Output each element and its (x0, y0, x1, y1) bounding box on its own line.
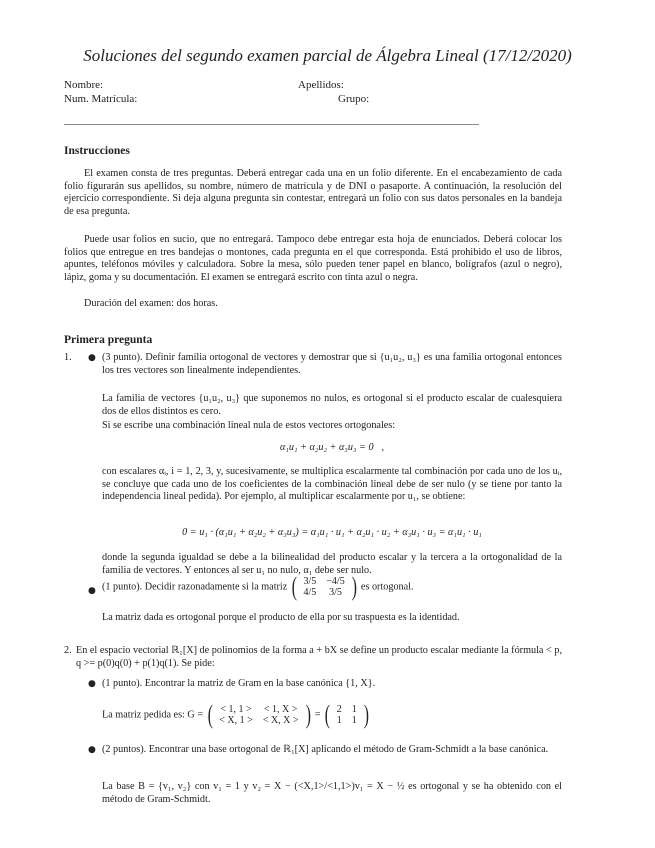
gram-label: La matriz pedida es: G = (102, 709, 204, 721)
equation-1: α₁u₁ + α₂u₂ + α₃u₃ = 0⃗, (279, 442, 385, 453)
equals-sign: = (314, 709, 321, 721)
bullet-icon: ● (88, 586, 96, 596)
q1-part-a: (3 punto). Definir familia ortogonal de vectores y demostrar que si {u₁u₂, u₃} es una familia ortogonal entonces los tres vectores son linealmente independientes. (102, 352, 562, 376)
nombre-label: Nombre: (64, 79, 104, 91)
duracion: Duración del examen: dos horas. (84, 298, 218, 309)
matrix-cell: < X, 1 > (219, 715, 253, 726)
gram-matrix-symbolic: ( < 1, 1 > < 1, X > < X, 1 > < X, X > ) (207, 700, 311, 729)
q1-part-b (102, 574, 414, 600)
matrix-cell: 3/5 (303, 576, 317, 587)
q1-part-b-post: es ortogonal. (360, 581, 414, 593)
matricula-label: Num. Matrícula: (64, 93, 138, 105)
matrix-cell: < 1, 1 > (220, 704, 252, 715)
gram-matrix-numeric: ( 2 1 1 1 ) (324, 700, 369, 729)
q2-part-a-answer (102, 702, 370, 728)
q1-part-b-answer: La matriz dada es ortogonal porque el producto de ella por su traspuesta es la identidad. (102, 612, 460, 623)
q1-answer-p1: La familia de vectores {u₁u₂, u₃} que suponemos no nulos, es ortogonal si el producto escalar de cualesquiera dos de ellos distintos es cero. (102, 393, 562, 417)
matrix-cell: < 1, X > (263, 704, 298, 715)
matrix-cell: < X, X > (262, 715, 299, 726)
matrix-cell: −4/5 (326, 576, 345, 587)
q1-answer-p2: Si se escribe una combinación lineal nula de estos vectores ortogonales: (102, 420, 396, 431)
matrix-cell: 3/5 (329, 587, 342, 598)
bullet-icon: ● (88, 745, 96, 755)
matrix-orthogonal: ( 3/5 −4/5 4/5 3/5 ) (291, 572, 357, 601)
q1-part-b-pre: (1 punto). Decidir razonadamente si la matriz (102, 581, 288, 593)
q1-answer-p3: con escalares αᵢ, i = 1, 2, 3, y, sucesivamente, se multiplica escalarmente tal combinación por cada uno de los uᵢ, se concluye que cada uno de los coeficientes de la combinación lineal debe de ser nulo (y se tiene por tanto la independencia lineal pedida). Por ejemplo, al multiplicar escalarmente por u₁, se obtiene: (102, 466, 562, 503)
matrix-cell: 1 (336, 715, 342, 726)
grupo-label: Grupo: (338, 93, 370, 105)
q2-part-a: (1 punto). Encontrar la matriz de Gram en la base canónica {1, X}. (102, 678, 376, 689)
matrix-cell: 1 (351, 704, 357, 715)
apellidos-label: Apellidos: (298, 79, 344, 91)
equation-2: 0 = u₁ · (α₁u₁ + α₂u₂ + α₃u₃) = α₁u₁ · u₁ + α₂u₁ · u₂ + α₃u₁ · u₃ = α₁u₁ · u₁ (182, 527, 482, 538)
item-number-1: 1. (64, 352, 72, 363)
q2-intro: En el espacio vectorial ℝ₁[X] de polinomios de la forma a + bX se define un producto escalar mediante la fórmula < p, q >= p(0)q(0) + p(1)q(1). Se pide: (76, 645, 562, 669)
q1-answer-p4: donde la segunda igualdad se debe a la bilinealidad del producto escalar y la tercera a la ortogonalidad de la familia de vectores. Y entonces al ser u₁ no nulo, α₁ debe ser nulo. (102, 552, 562, 576)
primera-heading: Primera pregunta (64, 334, 153, 346)
item-number-2: 2. (64, 645, 72, 656)
q2-part-b-answer: La base B = {v₁, v₂} con v₁ = 1 y v₂ = X − (<X,1>/<1,1>)v₁ = X − ½ es ortogonal y se ha obtenido con el método de Gram-Schmidt. (102, 781, 562, 805)
instrucciones-p1: El examen consta de tres preguntas. Deberá entregar cada una en un folio diferente. En el encabezamiento de cada folio figurarán sus apellidos, su nombre, número de matrícula y de DNI o pasaporte. A continuación, la resolución del ejercicio correspondiente. Si deja alguna pregunta sin contestar, entregará un folio con sus datos personales en la bandeja de esa pregunta. (64, 168, 562, 217)
q2-part-b: (2 puntos). Encontrar una base ortogonal de ℝ₁[X] aplicando el método de Gram-Schmidt a la base canónica. (102, 744, 549, 755)
bullet-icon: ● (88, 679, 96, 689)
bullet-icon: ● (88, 353, 96, 363)
instrucciones-heading: Instrucciones (64, 145, 130, 157)
matrix-cell: 1 (351, 715, 357, 726)
instrucciones-p2: Puede usar folios en sucio, que no entregará. Tampoco debe entregar esta hoja de enunciados. Deberá colocar los folios que entregue en tres bandejas o montones, cada pregunta en el que corresponda. Está prohibido el uso de libros, apuntes, teléfonos móviles y calculadora. Sobre la mesa, sólo pueden tener papel en blanco, bolígrafos (azul o negro), lápiz, goma y su documentación. El examen se entregará escrito con tinta azul o negra. (64, 234, 562, 283)
matrix-cell: 2 (336, 704, 342, 715)
matrix-cell: 4/5 (303, 587, 317, 598)
separator-line (64, 124, 479, 125)
page-title: Soluciones del segundo examen parcial de Álgebra Lineal (17/12/2020) (83, 46, 572, 65)
